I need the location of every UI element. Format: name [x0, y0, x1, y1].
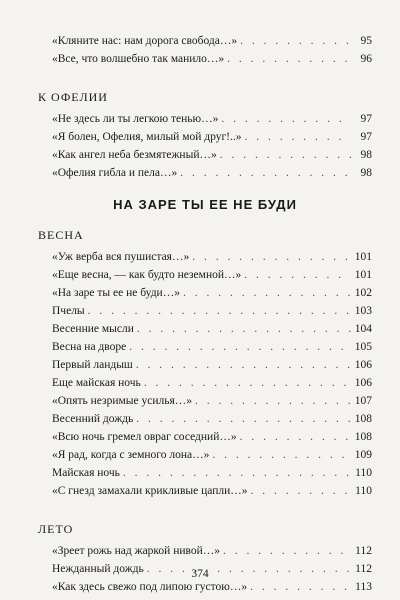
entry-title: «Как здесь свежо под липою густою…» — [52, 581, 248, 593]
entry-title: «Я рад, когда с земного лона…» — [52, 449, 210, 461]
entry-title: Еще майская ночь — [52, 377, 141, 389]
part-title: НА ЗАРЕ ТЫ ЕЕ НЕ БУДИ — [113, 197, 297, 212]
section-heading-summer: ЛЕТО — [38, 522, 74, 536]
entry-title: «Всю ночь гремел овраг соседний…» — [52, 431, 237, 443]
entry-title: Нежданный дождь — [52, 563, 144, 575]
entry-title: «С гнезд замахали крикливые цапли…» — [52, 485, 248, 497]
entry-page: 107 — [354, 395, 372, 407]
dot-leader — [223, 542, 351, 560]
toc-entry — [38, 50, 372, 68]
entry-page: 97 — [360, 113, 372, 125]
entry-page: 109 — [354, 449, 372, 461]
entry-page: 96 — [360, 53, 372, 65]
dot-leader — [123, 464, 351, 482]
toc-entry — [38, 284, 372, 302]
toc-entry — [38, 356, 372, 374]
entry-title: «Кляните нас: нам дорога свобода…» — [52, 35, 238, 47]
entry-title: Весенние мысли — [52, 323, 134, 335]
toc-entry — [38, 410, 372, 428]
entry-page: 103 — [354, 305, 372, 317]
entry-title: «На заре ты ее не буди…» — [52, 287, 180, 299]
entry-title: «Я болен, Офелия, милый мой друг!..» — [52, 131, 242, 143]
page-number: 374 — [191, 568, 209, 580]
entry-page: 110 — [355, 485, 372, 497]
toc-entry — [38, 302, 372, 320]
toc-entry — [38, 578, 372, 596]
dot-leader — [88, 302, 351, 320]
dot-leader — [244, 266, 351, 284]
entry-title: Весенний дождь — [52, 413, 134, 425]
toc-entry — [38, 392, 372, 410]
dot-leader — [240, 428, 351, 446]
entry-title: «Как ангел неба безмятежный…» — [52, 149, 217, 161]
dot-leader — [227, 50, 351, 68]
entry-page: 106 — [354, 377, 372, 389]
toc-entry — [38, 110, 372, 128]
dot-leader — [183, 284, 351, 302]
section-heading-ophelia: К ОФЕЛИИ — [38, 90, 108, 104]
toc-entry — [38, 446, 372, 464]
entry-page: 104 — [354, 323, 372, 335]
dot-leader — [250, 578, 351, 596]
entry-title: «Зреет рожь над жаркой нивой…» — [52, 545, 221, 557]
entry-page: 113 — [355, 581, 372, 593]
entry-page: 101 — [354, 269, 372, 281]
entry-title: Майская ночь — [52, 467, 120, 479]
dot-leader — [212, 446, 351, 464]
dot-leader — [220, 146, 351, 164]
entry-title: «Офелия гибла и пела…» — [52, 167, 178, 179]
entry-title: «Опять незримые усилья…» — [52, 395, 193, 407]
toc-entry — [38, 542, 372, 560]
dot-leader — [240, 32, 351, 50]
toc-entry — [38, 32, 372, 50]
entry-page: 98 — [360, 149, 372, 161]
dot-leader — [245, 128, 351, 146]
entry-page: 112 — [355, 563, 372, 575]
dot-leader — [137, 320, 351, 338]
entry-page: 98 — [360, 167, 372, 179]
entry-page: 106 — [354, 359, 372, 371]
toc-entry — [38, 464, 372, 482]
toc-entry — [38, 428, 372, 446]
dot-leader — [136, 356, 351, 374]
entry-page: 110 — [355, 467, 372, 479]
toc-entry — [38, 248, 372, 266]
toc-entry — [38, 338, 372, 356]
toc-entry — [38, 164, 372, 182]
entry-page: 112 — [355, 545, 372, 557]
entry-page: 102 — [354, 287, 372, 299]
toc-entry — [38, 320, 372, 338]
toc-entry — [38, 146, 372, 164]
entry-page: 95 — [360, 35, 372, 47]
dot-leader — [144, 374, 351, 392]
entry-title: Первый ландыш — [52, 359, 133, 371]
dot-leader — [136, 410, 351, 428]
toc-entry — [38, 128, 372, 146]
dot-leader — [251, 482, 351, 500]
entry-title: «Все, что волшебно так манило…» — [52, 53, 225, 65]
toc-entry — [38, 266, 372, 284]
toc-entry — [38, 374, 372, 392]
entry-title: «Не здесь ли ты легкою тенью…» — [52, 113, 219, 125]
toc-entry — [38, 482, 372, 500]
entry-title: Весна на дворе — [52, 341, 127, 353]
entry-page: 101 — [354, 251, 372, 263]
entry-page: 105 — [354, 341, 372, 353]
dot-leader — [195, 392, 351, 410]
table-of-contents — [38, 32, 372, 596]
dot-leader — [221, 110, 351, 128]
entry-page: 97 — [360, 131, 372, 143]
entry-title: «Еще весна, — как будто неземной…» — [52, 269, 242, 281]
dot-leader — [180, 164, 351, 182]
dot-leader — [192, 248, 351, 266]
dot-leader — [129, 338, 351, 356]
entry-page: 108 — [354, 413, 372, 425]
entry-page: 108 — [354, 431, 372, 443]
section-heading-spring: ВЕСНА — [38, 228, 84, 242]
entry-title: Пчелы — [52, 305, 85, 317]
entry-title: «Уж верба вся пушистая…» — [52, 251, 190, 263]
